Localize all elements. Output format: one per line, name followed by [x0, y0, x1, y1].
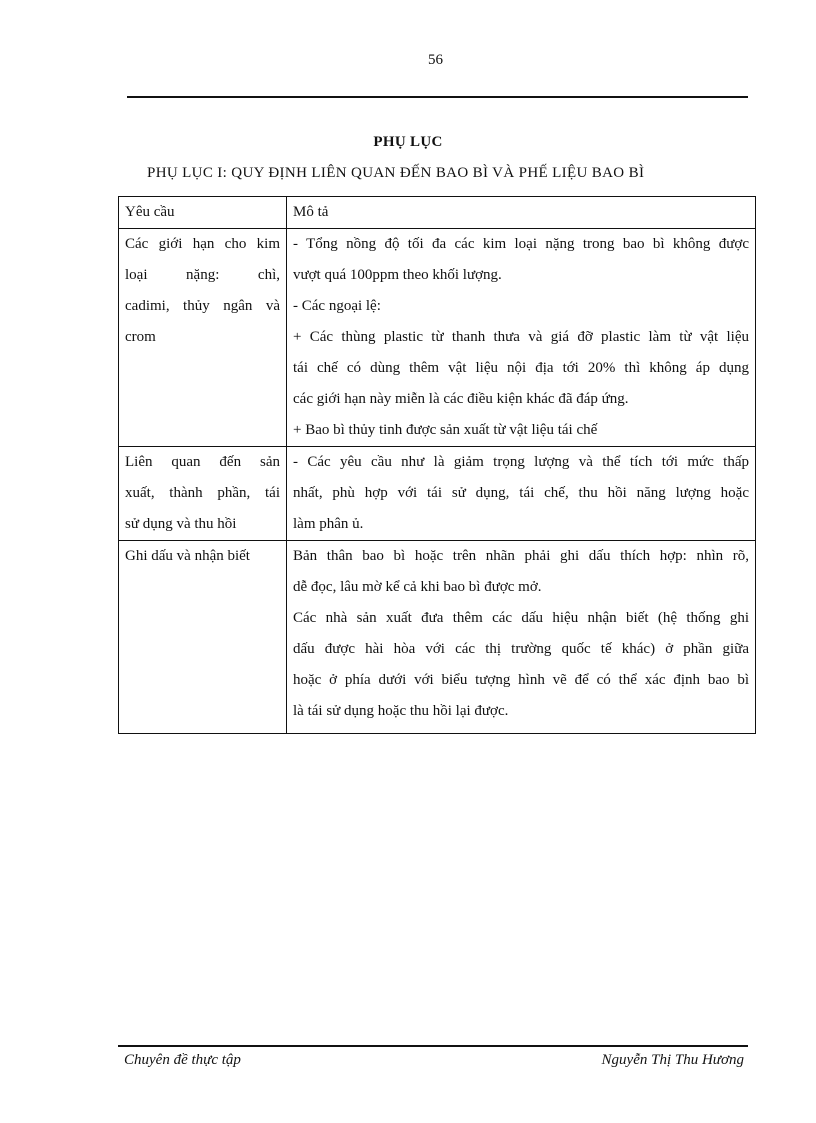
requirement-cell	[119, 541, 287, 734]
description-line: làm phân ủ.	[293, 516, 364, 532]
requirement-cell	[119, 447, 287, 541]
header-description: Mô tả	[287, 197, 756, 229]
requirement-line: loại nặng: chì,	[125, 267, 280, 283]
requirement-line: cadimi, thủy ngân và	[125, 298, 280, 314]
appendix-subtitle: PHỤ LỤC I: QUY ĐỊNH LIÊN QUAN ĐẾN BAO BÌ VÀ PHẾ LIỆU BAO BÌ	[147, 165, 645, 181]
footer-document-type: Chuyên đề thực tập	[124, 1052, 241, 1068]
description-line: + Các thùng plastic từ thanh thưa và giá đỡ plastic làm từ vật liệu	[293, 329, 749, 345]
page-number: 56	[428, 52, 443, 68]
description-line: vượt quá 100ppm theo khối lượng.	[293, 267, 502, 283]
header-requirement: Yêu cầu	[119, 197, 287, 229]
requirement-line: Các giới hạn cho kim	[125, 236, 280, 252]
requirement-line: sử dụng và thu hồi	[125, 516, 237, 532]
table-row	[119, 541, 756, 734]
requirement-line: crom	[125, 329, 156, 345]
description-cell	[287, 541, 756, 734]
footer-rule	[118, 1045, 748, 1047]
description-line: dễ đọc, lâu mờ kể cả khi bao bì được mở.	[293, 579, 542, 595]
description-line: + Bao bì thủy tinh được sản xuất từ vật liệu tái chế	[293, 422, 598, 438]
regulation-table	[118, 196, 756, 734]
page-number-area	[0, 52, 816, 72]
description-line: - Tổng nồng độ tối đa các kim loại nặng trong bao bì không được	[293, 236, 749, 252]
table-row	[119, 229, 756, 447]
requirement-line: Liên quan đến sản	[125, 454, 280, 470]
description-cell	[287, 447, 756, 541]
requirement-cell	[119, 229, 287, 447]
description-line: hoặc ở phía dưới với biểu tượng hình vẽ để có thể xác định bao bì	[293, 672, 749, 688]
page-title: PHỤ LỤC	[373, 134, 443, 150]
requirement-line: Ghi dấu và nhận biết	[125, 548, 250, 564]
description-line: tái chế có dùng thêm vật liệu nội địa tới 20% thì không áp dụng	[293, 360, 749, 376]
description-line: - Các yêu cầu như là giảm trọng lượng và thể tích tới mức thấp	[293, 454, 749, 470]
footer-author: Nguyễn Thị Thu Hương	[601, 1052, 744, 1068]
description-line: nhất, phù hợp với tái sử dụng, tái chế, thu hồi năng lượng hoặc	[293, 485, 749, 501]
description-line: các giới hạn này miễn là các điều kiện khác đã đáp ứng.	[293, 391, 629, 407]
requirement-line: xuất, thành phần, tái	[125, 485, 280, 501]
description-cell	[287, 229, 756, 447]
description-line: - Các ngoại lệ:	[293, 298, 381, 314]
header-rule	[127, 96, 748, 98]
description-line: Bản thân bao bì hoặc trên nhãn phải ghi dấu thích hợp: nhìn rõ,	[293, 548, 749, 564]
description-line: là tái sử dụng hoặc thu hồi lại được.	[293, 703, 509, 719]
table-header-row	[119, 197, 756, 229]
table-row	[119, 447, 756, 541]
description-line: dấu được hài hòa với các thị trường quốc tế khác) ở phần giữa	[293, 641, 749, 657]
description-line: Các nhà sản xuất đưa thêm các dấu hiệu nhận biết (hệ thống ghi	[293, 610, 749, 626]
